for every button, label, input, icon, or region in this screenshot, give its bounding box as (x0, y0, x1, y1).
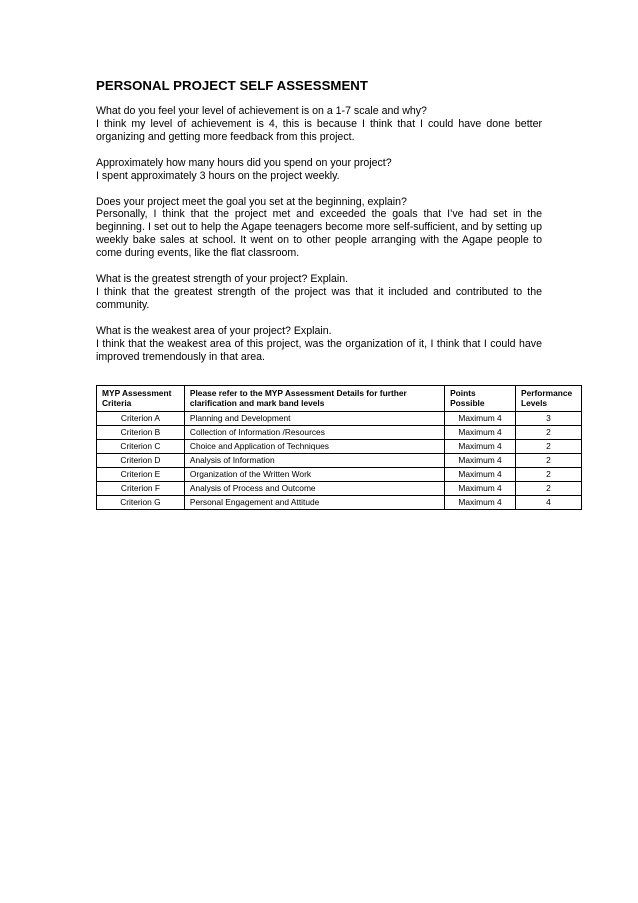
question-text: What do you feel your level of achievement is on a 1-7 scale and why? (96, 105, 427, 117)
points-cell: Maximum 4 (445, 482, 516, 496)
table-header-row (97, 386, 582, 412)
answer-text: I think that the weakest area of this project, was the organization of it, I think that I could have improved tremendously in that area. (96, 337, 542, 363)
question-text: Does your project meet the goal you set at the beginning, explain? (96, 195, 407, 208)
assessment-table (96, 385, 582, 510)
qa-goal-met (96, 196, 542, 261)
description-cell: Organization of the Written Work (184, 468, 444, 482)
question-text: What is the greatest strength of your project? Explain. (96, 273, 349, 286)
level-cell: 2 (516, 454, 582, 468)
level-cell: 2 (516, 468, 582, 482)
level-cell: 2 (516, 426, 582, 440)
header-levels: Performance Levels (516, 386, 582, 412)
answer-text: I think that the greatest strength of the project was that it included and contributed to the community. (96, 285, 542, 311)
qa-greatest-strength (96, 273, 542, 312)
document-content (96, 78, 542, 377)
answer-text: I think my level of achievement is 4, this is because I think that I could have done better organizing and getting more feedback from this project. (96, 117, 542, 143)
level-cell: 2 (516, 440, 582, 454)
level-cell: 4 (516, 496, 582, 510)
description-cell: Personal Engagement and Attitude (184, 496, 444, 510)
criterion-cell: Criterion F (97, 482, 185, 496)
level-cell: 2 (516, 482, 582, 496)
points-cell: Maximum 4 (445, 496, 516, 510)
points-cell: Maximum 4 (445, 426, 516, 440)
table-row (97, 412, 582, 426)
header-details: Please refer to the MYP Assessment Details for further clarification and mark band levels (184, 386, 444, 412)
criterion-cell: Criterion C (97, 440, 185, 454)
table-row (97, 482, 582, 496)
question-text: What is the weakest area of your project? Explain. (96, 324, 332, 337)
criterion-cell: Criterion B (97, 426, 185, 440)
criterion-cell: Criterion D (97, 454, 185, 468)
description-cell: Analysis of Information (184, 454, 444, 468)
criterion-cell: Criterion G (97, 496, 185, 510)
description-cell: Choice and Application of Techniques (184, 440, 444, 454)
answer-text: Personally, I think that the project met and exceeded the goals that I’ve had set in the beginning. I set out to help the Agape teenagers become more self-sufficient, and by setting up weekly bake sales at school. It went on to other people arranging with the Agape people to come during events, like the flat classroom. (96, 208, 542, 260)
table-row (97, 454, 582, 468)
qa-hours-spent (96, 157, 542, 183)
description-cell: Analysis of Process and Outcome (184, 482, 444, 496)
level-cell: 3 (516, 412, 582, 426)
page-title: PERSONAL PROJECT SELF ASSESSMENT (96, 78, 368, 93)
table-row (97, 496, 582, 510)
header-criteria: MYP Assessment Criteria (97, 386, 185, 412)
description-cell: Collection of Information /Resources (184, 426, 444, 440)
points-cell: Maximum 4 (445, 468, 516, 482)
qa-achievement-level (96, 105, 542, 144)
question-text: Approximately how many hours did you spend on your project? (96, 156, 392, 169)
criterion-cell: Criterion E (97, 468, 185, 482)
table-row (97, 426, 582, 440)
points-cell: Maximum 4 (445, 440, 516, 454)
answer-text: I spent approximately 3 hours on the project weekly. (96, 169, 340, 182)
qa-weakest-area (96, 325, 542, 364)
points-cell: Maximum 4 (445, 454, 516, 468)
description-cell: Planning and Development (184, 412, 444, 426)
table-row (97, 468, 582, 482)
points-cell: Maximum 4 (445, 412, 516, 426)
header-points: Points Possible (445, 386, 516, 412)
criterion-cell: Criterion A (97, 412, 185, 426)
table-row (97, 440, 582, 454)
